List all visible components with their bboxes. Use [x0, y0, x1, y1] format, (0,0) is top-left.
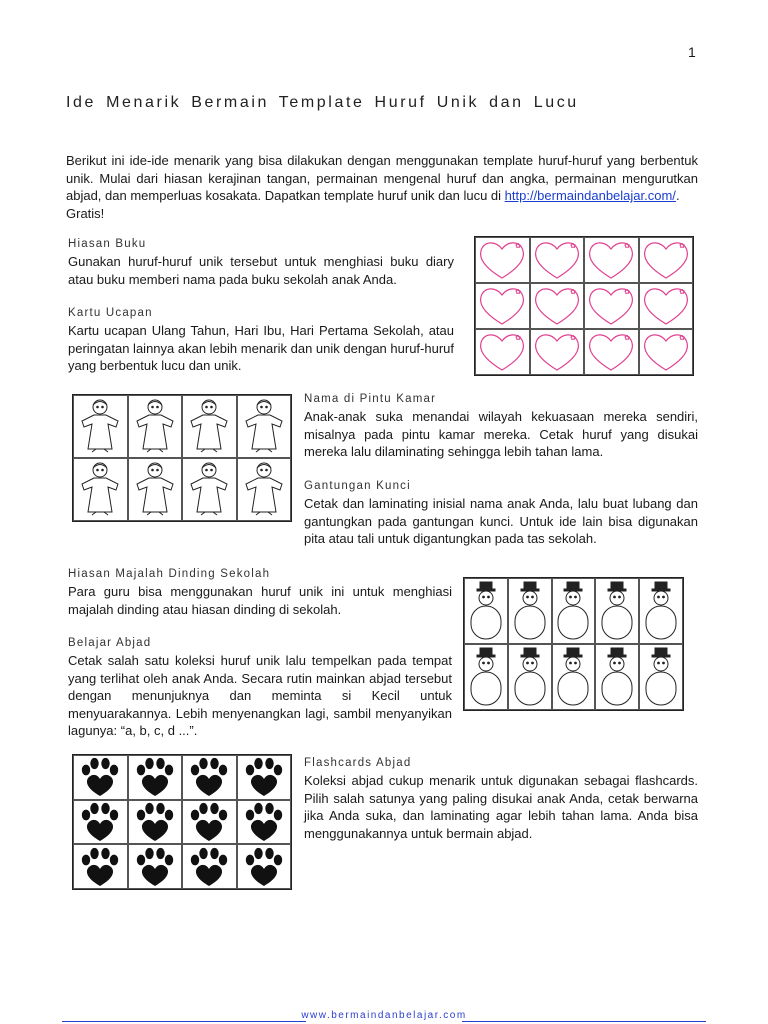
website-link[interactable]: http://bermaindanbelajar.com/ [504, 188, 676, 204]
heart-letter-cell [584, 329, 639, 375]
paw-letters-image [72, 754, 292, 890]
heart-letter-cell [475, 237, 530, 283]
paw-letter-cell [182, 800, 237, 845]
paw-letter-cell [182, 755, 237, 800]
heading-belajar-abjad: Belajar Abjad [68, 637, 152, 649]
heart-letter-cell [584, 237, 639, 283]
gingerbread-girl-icon [137, 463, 173, 515]
flower-icon: ✿ [624, 289, 631, 296]
snowman-letter-cell [464, 578, 508, 644]
paw-letter-cell [128, 800, 183, 845]
heart-letter-cell [530, 329, 585, 375]
page-number: 1 [688, 44, 696, 60]
paw-print-icon [246, 803, 282, 841]
snowman-letter-cell [464, 644, 508, 710]
snowman-icon [558, 582, 588, 639]
paw-letter-cell [182, 844, 237, 889]
text-belajar-abjad: Cetak salah satu koleksi huruf unik lalu tempelkan pada tempat yang terlihat oleh anak Anda. Secara rutin mainkan abjad tersebut dengan menunjuknya dan meminta si Kecil untuk menyuarakannya. Lebih menyenangkan lagi, sambil menyanyikan lagunya: “a, b, c, d ...”. [68, 653, 452, 739]
paw-letter-cell [237, 800, 292, 845]
flower-icon: ✿ [569, 335, 576, 342]
gingerbread-girl-icon [137, 400, 173, 452]
intro-text: Berikut ini ide-ide menarik yang bisa dilakukan dengan menggunakan template huruf-huruf yang berbentuk unik. Mulai dari hiasan kerajinan tangan, permainan mengenal huruf dan angka, permainan mengurutkan abjad, dan memperluas kosakata. Dapatkan template huruf unik dan lucu di [66, 153, 698, 204]
snowman-icon [515, 648, 545, 705]
footer-url[interactable]: www.bermaindanbelajar.com [301, 1010, 467, 1021]
text-hiasan-buku: Gunakan huruf-huruf unik tersebut untuk menghiasi buku diary atau buku memberi nama pada buku sekolah anak Anda. [68, 254, 454, 287]
intro-paragraph [66, 152, 698, 222]
paw-letter-cell [73, 755, 128, 800]
paw-print-icon [246, 848, 282, 886]
flower-icon: ✿ [678, 335, 685, 342]
snowman-letter-cell [508, 578, 552, 644]
paw-print-icon [137, 803, 173, 841]
paw-print-icon [246, 758, 282, 796]
text-nama-pintu: Anak-anak suka menandai wilayah kekuasaan mereka sendiri, misalnya pada pintu kamar mereka. Cetak huruf yang disukai mereka lalu dilaminating sehingga lebih tahan lama. [304, 409, 698, 460]
gingerbread-letter-cell [73, 395, 128, 458]
paw-print-icon [137, 848, 173, 886]
paw-print-icon [82, 758, 118, 796]
gingerbread-girl-icon [191, 463, 227, 515]
intro-tail: Gratis! [66, 205, 105, 221]
paw-letter-cell [73, 844, 128, 889]
text-gantungan-kunci: Cetak dan laminating inisial nama anak Anda, lalu buat lubang dan gantungkan pada gantungan kunci. Untuk ide lain bisa digunakan pita atau tali untuk digantungkan pada tas sekolah. [304, 496, 698, 547]
paw-print-icon [191, 848, 227, 886]
flower-icon: ✿ [515, 335, 522, 342]
heart-letter-cell [639, 329, 694, 375]
heart-letter-cell [530, 237, 585, 283]
flower-icon: ✿ [515, 289, 522, 296]
paw-letter-cell [73, 800, 128, 845]
flower-icon: ✿ [624, 335, 631, 342]
snowman-icon [646, 648, 676, 705]
gingerbread-letter-cell [182, 395, 237, 458]
snowman-icon [471, 648, 501, 705]
snowman-letters-image [463, 577, 684, 711]
snowman-icon [646, 582, 676, 639]
heading-hiasan-buku: Hiasan Buku [68, 238, 147, 250]
heading-majalah-dinding: Hiasan Majalah Dinding Sekolah [68, 568, 271, 580]
gingerbread-girl-icon [246, 463, 282, 515]
flower-icon: ✿ [678, 289, 685, 296]
paw-letter-cell [237, 844, 292, 889]
text-majalah-dinding: Para guru bisa menggunakan huruf unik ini untuk menghiasi majalah dinding atau hiasan dinding di sekolah. [68, 584, 452, 617]
footer-rule-right [462, 1021, 706, 1022]
snowman-icon [515, 582, 545, 639]
gingerbread-letter-cell [128, 395, 183, 458]
gingerbread-girl-icon [82, 463, 118, 515]
paw-print-icon [191, 803, 227, 841]
gingerbread-girl-icon [191, 400, 227, 452]
heart-letter-cell [639, 237, 694, 283]
gingerbread-letter-cell [182, 458, 237, 521]
snowman-letter-cell [639, 644, 683, 710]
footer-rule-left [62, 1021, 306, 1022]
snowman-icon [602, 582, 632, 639]
snowman-letter-cell [595, 644, 639, 710]
snowman-letter-cell [595, 578, 639, 644]
snowman-icon [558, 648, 588, 705]
text-kartu-ucapan: Kartu ucapan Ulang Tahun, Hari Ibu, Hari Pertama Sekolah, atau peringatan lainnya akan lebih menarik dan unik dengan huruf-huruf yang berbentuk lucu dan unik. [68, 323, 454, 374]
heart-letter-cell [475, 283, 530, 329]
paw-letter-cell [237, 755, 292, 800]
heart-letter-cell [530, 283, 585, 329]
snowman-letter-cell [552, 644, 596, 710]
flower-icon: ✿ [678, 243, 685, 250]
heart-letter-cell [639, 283, 694, 329]
heading-kartu-ucapan: Kartu Ucapan [68, 307, 153, 319]
heart-letter-cell [584, 283, 639, 329]
flower-icon: ✿ [515, 243, 522, 250]
snowman-icon [602, 648, 632, 705]
page-title: Ide Menarik Bermain Template Huruf Unik dan Lucu [66, 94, 579, 111]
gingerbread-letters-image [72, 394, 292, 522]
gingerbread-letter-cell [128, 458, 183, 521]
heading-nama-pintu: Nama di Pintu Kamar [304, 393, 437, 405]
gingerbread-girl-icon [246, 400, 282, 452]
flower-icon: ✿ [569, 289, 576, 296]
paw-print-icon [82, 803, 118, 841]
paw-print-icon [191, 758, 227, 796]
gingerbread-girl-icon [82, 400, 118, 452]
snowman-letter-cell [552, 578, 596, 644]
flower-icon: ✿ [569, 243, 576, 250]
heading-gantungan-kunci: Gantungan Kunci [304, 480, 411, 492]
heart-letters-image [474, 236, 694, 376]
snowman-icon [471, 582, 501, 639]
snowman-letter-cell [639, 578, 683, 644]
paw-print-icon [82, 848, 118, 886]
paw-letter-cell [128, 844, 183, 889]
text-flashcards: Koleksi abjad cukup menarik untuk digunakan sebagai flashcards. Pilih salah satunya yang paling disukai anak Anda, cetak berwarna jika Anda suka, dan laminating agar lebih tahan lama. Anda bisa menggunakannya untuk bermain abjad. [304, 773, 698, 841]
gingerbread-letter-cell [237, 458, 292, 521]
heart-letter-cell [475, 329, 530, 375]
paw-print-icon [137, 758, 173, 796]
paw-letter-cell [128, 755, 183, 800]
snowman-letter-cell [508, 644, 552, 710]
intro-after-link: . [675, 188, 680, 204]
gingerbread-letter-cell [73, 458, 128, 521]
heading-flashcards: Flashcards Abjad [304, 757, 412, 769]
gingerbread-letter-cell [237, 395, 292, 458]
flower-icon: ✿ [624, 243, 631, 250]
